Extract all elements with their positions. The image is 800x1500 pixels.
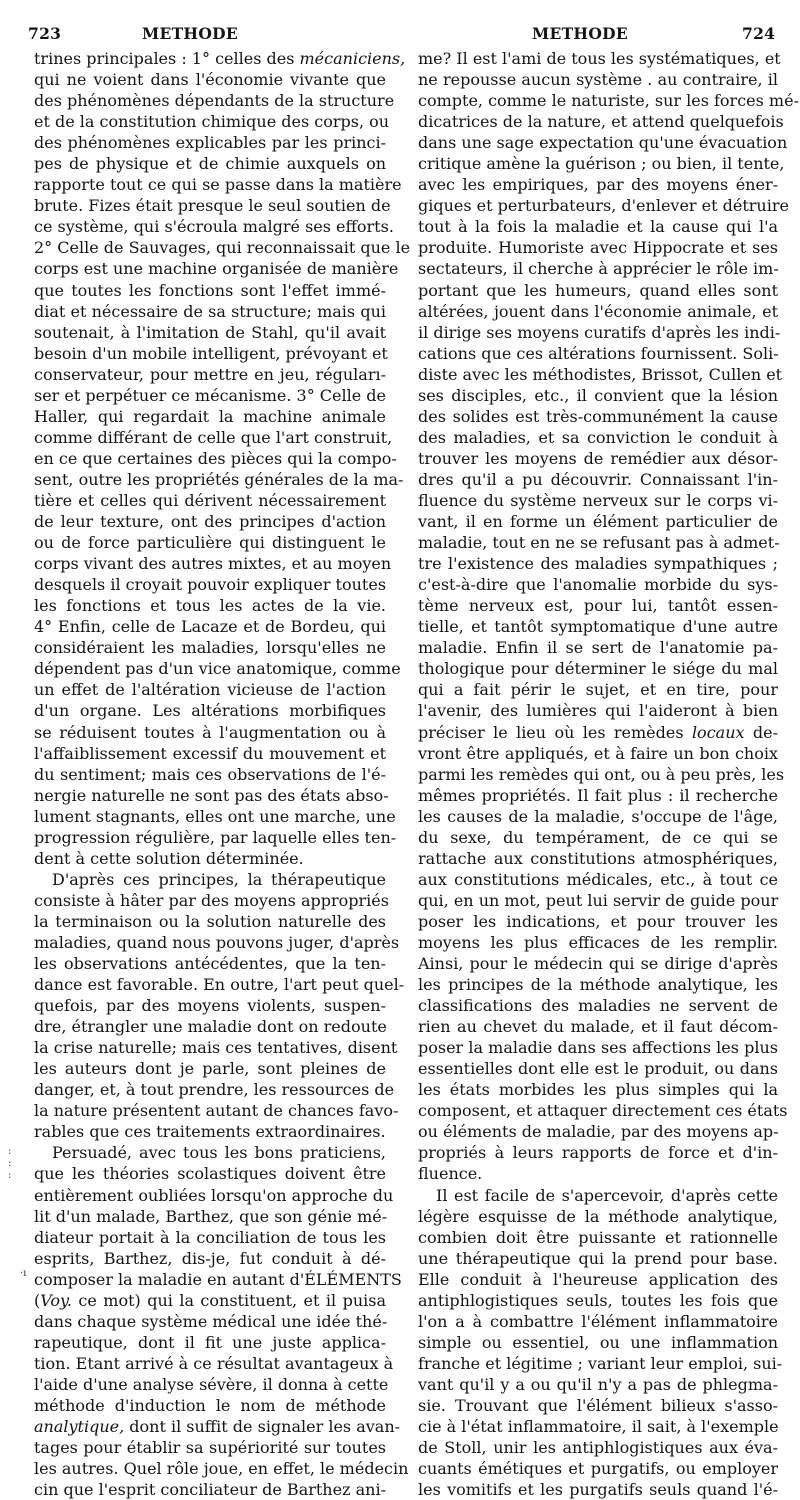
line-text: les observations antécédentes, que la ten- [34, 954, 386, 974]
text-line [34, 953, 386, 974]
line-text: l'affaiblissement excessif du mouvement et [34, 743, 386, 763]
text-line [418, 848, 778, 869]
line-text: trines principales : 1° celles des [34, 49, 300, 68]
line-text: et de la constitution chimique des corps, ou [34, 112, 390, 132]
line-text: que toutes les fonctions sont l'effet immé- [34, 280, 386, 300]
text-line [34, 1248, 386, 1269]
line-text: des phénomènes explicables par les princi- [34, 133, 386, 153]
text-line [418, 1016, 778, 1037]
line-text: les principes de la méthode analytique, les [418, 975, 778, 995]
text-line [418, 132, 788, 153]
text-line [418, 195, 789, 216]
right-running-title: METHODE [532, 24, 629, 43]
text-line [34, 637, 386, 658]
text-line [418, 553, 778, 574]
line-text: thologique pour déterminer le siége du mal [418, 659, 778, 679]
text-line [418, 1185, 778, 1206]
text-line [418, 869, 778, 890]
text-line [418, 511, 778, 532]
line-text: poser les indications, et pour trouver les [418, 911, 778, 931]
line-text: tielle, et tantôt symptomatique d'une autre [418, 617, 778, 637]
text-line [34, 1374, 389, 1395]
line-text: vant qu'il y a ou qu'il n'y a pas de phlegma- [418, 1374, 778, 1394]
line-text: ne repousse aucun système . au contraire, il [418, 70, 778, 90]
text-line [418, 1142, 778, 1163]
line-text: ser et perpétuer ce mécanisme. 3° Celle de [34, 385, 386, 405]
line-text: mêmes propriétés. Il fait plus : il recherche [418, 785, 778, 805]
text-line [418, 595, 778, 616]
text-line [418, 1311, 778, 1332]
text-line [418, 1479, 778, 1500]
line-text: cations que ces altérations fournissent. Soli- [418, 343, 779, 363]
text-line [34, 1016, 386, 1037]
line-text: lument stagnants, elles ont une marche, une [34, 806, 396, 826]
line-text: les fonctions et tous les actes de la vie. [34, 596, 386, 616]
text-line [34, 322, 386, 343]
text-line [34, 153, 386, 174]
text-line [34, 301, 386, 322]
text-line [34, 1311, 386, 1332]
text-line [418, 301, 778, 322]
line-text: sie. Trouvant que l'élément bilieux s'asso- [418, 1396, 778, 1415]
text-line [34, 1058, 386, 1079]
line-text: dance est favorable. En outre, l'art peut quel- [34, 975, 405, 995]
footer-ink-mark: ·ı [20, 1268, 27, 1279]
text-line [34, 932, 400, 953]
line-text: dicatrices de la nature, et attend quelquefois [418, 112, 784, 132]
text-line [34, 1206, 386, 1227]
text-line [34, 974, 405, 995]
text-line [34, 1416, 401, 1437]
line-text: parmi les remèdes qui ont, ou à peu près, les [418, 764, 785, 784]
line-text: Haller, qui regardait la machine animale [34, 406, 386, 426]
line-text: corps vivant des autres mixtes, et au moyen [34, 554, 392, 574]
line-text: des phénomènes dépendants de la structure [34, 91, 395, 111]
line-text: tème nerveux est, pour lui, tantôt essen- [418, 596, 778, 616]
line-text: diateur portait à la conciliation de tous les [34, 1227, 386, 1247]
left-text-column [34, 48, 411, 1500]
text-line [34, 1100, 399, 1121]
text-line [418, 995, 778, 1016]
text-line [418, 532, 778, 553]
text-line [418, 953, 778, 974]
text-line [34, 1353, 394, 1374]
line-text: cuants émétiques et purgatifs, ou employer [418, 1459, 778, 1479]
text-line [418, 1458, 778, 1479]
text-line [34, 722, 386, 743]
text-line [418, 1227, 778, 1248]
right-page-number: 724 [742, 24, 776, 43]
line-text: compte, comme le naturiste, sur les forces mé- [418, 91, 799, 111]
text-line [34, 469, 404, 490]
text-line [34, 1185, 394, 1206]
line-text: avec les empiriques, par des moyens éner- [418, 175, 778, 195]
text-line [34, 132, 386, 153]
text-line [34, 258, 399, 279]
line-text: un effet de l'altération vicieuse de l'action [34, 680, 386, 700]
line-text: tion. Etant arrivé à ce résultat avantageux à [34, 1353, 394, 1373]
line-text: la nature présentent autant de chances favo- [34, 1101, 399, 1121]
text-line [34, 364, 386, 385]
line-text: légère esquisse de la méthode analytique, [418, 1206, 778, 1226]
line-text: D'après ces principes, la thérapeutique [52, 869, 386, 889]
line-text: dres qu'il a pu découvrir. Connaissant l'in- [418, 469, 778, 489]
italic-text: mécaniciens, [299, 49, 406, 68]
text-line [418, 974, 778, 995]
line-text: l'on a à combattre l'élément inflammatoire [418, 1311, 778, 1331]
line-text: 4° Enfin, celle de Lacaze et de Bordeu, qui [34, 617, 386, 637]
line-text: qui ne voient dans l'économie vivante que [34, 70, 386, 90]
line-text: de leur texture, ont des principes d'action [34, 512, 386, 532]
text-line [418, 90, 799, 111]
line-text: me? Il est l'ami de tous les systématiques, et [418, 49, 781, 68]
line-text: essentielles dont elle est le produit, ou dans [418, 1059, 778, 1079]
line-text: tout à la fois la maladie et la cause qui l'a [418, 217, 778, 237]
text-line [418, 153, 785, 174]
line-text: en ce que certaines des pièces qui la compo- [34, 448, 397, 468]
text-line [418, 616, 778, 637]
line-text: maladie. Enfin il se sert de l'anatomie pa- [418, 638, 778, 658]
line-text: antiphlogistiques seuls, toutes les fois que [418, 1290, 778, 1310]
text-line [418, 785, 778, 806]
line-text: maladies, quand nous pouvons juger, d'après [34, 932, 400, 952]
line-text: cin que l'esprit conciliateur de Barthez ani- [34, 1480, 386, 1500]
text-line [34, 511, 386, 532]
left-page-number: 723 [28, 24, 62, 43]
line-text: esprits, Barthez, dis-je, fut conduit à dé- [34, 1248, 386, 1268]
text-line [34, 532, 386, 553]
line-text: ses disciples, etc., il convient que la lésion [418, 385, 778, 405]
line-text: des solides est très-communément la cause [418, 406, 778, 426]
line-text: combien doit être puissante et rationnelle [418, 1227, 778, 1247]
text-line [418, 1395, 778, 1416]
line-text: tre l'existence des maladies sympathiques ; [418, 554, 778, 574]
line-text: trouver les moyens de remédier aux désor- [418, 448, 778, 468]
text-line [418, 1353, 783, 1374]
line-text: composer la maladie en autant d'ÉLÉMENTS [34, 1269, 402, 1289]
text-line [418, 764, 785, 785]
text-line [34, 195, 391, 216]
text-line [418, 890, 778, 911]
text-line [418, 637, 778, 658]
text-line [34, 1142, 386, 1163]
text-line [418, 322, 781, 343]
line-text: les vomitifs et les purgatifs seuls quand l'é- [418, 1480, 778, 1500]
line-text: les causes de la maladie, s'occupe de l'âge, [418, 806, 778, 826]
text-line [418, 1248, 778, 1269]
text-line [418, 806, 778, 827]
line-text: la terminaison ou la solution naturelle des [34, 911, 386, 931]
text-line [34, 890, 389, 911]
page-header [0, 24, 800, 48]
line-text: maladie, tout en ne se refusant pas à admet- [418, 533, 780, 553]
text-line [418, 1290, 778, 1311]
text-line [34, 1437, 386, 1458]
line-text: besoin d'un mobile intelligent, prévoyant et [34, 343, 388, 363]
line-text: Persuadé, avec tous les bons praticiens, [52, 1143, 386, 1163]
line-text: moyens les plus efficaces de les remplir. [418, 932, 778, 952]
line-text: du sexe, du tempérament, de ce qui se [418, 827, 778, 847]
text-line [418, 427, 778, 448]
line-text: qui, en un mot, peut lui servir de guide pour [418, 890, 779, 910]
text-line [418, 827, 778, 848]
text-line [418, 216, 778, 237]
line-text: lit d'un malade, Barthez, que son génie mé- [34, 1206, 388, 1226]
line-text: vront être appliqués, et à faire un bon choix [418, 743, 778, 763]
text-line [34, 280, 386, 301]
text-line [34, 743, 386, 764]
text-line [418, 911, 778, 932]
text-line [418, 174, 778, 195]
line-text: du sentiment; mais ces observations de l'é- [34, 764, 386, 784]
text-line [34, 553, 392, 574]
line-text: quefois, par des moyens violents, suspen- [34, 996, 386, 1016]
line-text: franche et légitime ; variant leur emploi, sui- [418, 1353, 783, 1373]
text-line [34, 1079, 395, 1100]
line-text: préciser le lieu où les remèdes [418, 722, 692, 742]
text-line [34, 995, 386, 1016]
text-line [418, 343, 778, 364]
line-text: dont il suffit de signaler les avan- [124, 1417, 401, 1437]
text-line [34, 48, 406, 69]
text-line [418, 237, 778, 258]
line-text: ce système, qui s'écroula malgré ses efforts. [34, 217, 394, 237]
text-line [418, 700, 778, 721]
line-text: desquels il croyait pouvoir expliquer toutes [34, 575, 387, 595]
text-line [34, 911, 386, 932]
text-line [418, 406, 778, 427]
line-text: consiste à hâter par des moyens appropriés [34, 890, 389, 910]
line-text: dre, étrangler une maladie dont on redoute [34, 1017, 387, 1037]
line-text: fluence. [418, 1164, 483, 1184]
line-text: de- [744, 722, 778, 742]
text-line [34, 111, 390, 132]
text-line [418, 1416, 778, 1437]
italic-text: Voy. [40, 1290, 72, 1310]
line-text: brute. Fizes était presque le seul soutien de [34, 196, 391, 216]
line-text: méthode d'induction le nom de méthode [34, 1396, 386, 1415]
text-line [418, 48, 781, 69]
line-text: dans une sage expectation qu'une évacuation [418, 133, 788, 153]
text-line [34, 90, 395, 111]
line-text: l'avenir, des lumières qui l'aideront à bien [418, 701, 778, 721]
text-line [34, 785, 389, 806]
text-line [34, 216, 394, 237]
text-line [418, 385, 778, 406]
line-text: dans chaque système médical une idée thé- [34, 1311, 388, 1331]
text-line [418, 1121, 778, 1142]
text-line [418, 658, 778, 679]
text-line [418, 258, 778, 279]
text-line [34, 1269, 402, 1290]
text-line [34, 1227, 386, 1248]
text-line [418, 932, 778, 953]
text-line [418, 679, 778, 700]
line-text: portant que les humeurs, quand elles sont [418, 280, 778, 300]
line-text: rapporte tout ce qui se passe dans la matière [34, 175, 402, 195]
line-text: des maladies, et sa conviction le conduit à [418, 427, 778, 447]
line-text: progression régulière, par laquelle elles ten- [34, 827, 397, 847]
text-line [34, 658, 401, 679]
italic-text: locaux [691, 722, 745, 742]
line-text: ( [34, 1290, 41, 1310]
text-line [34, 764, 386, 785]
text-line [34, 1479, 386, 1500]
text-line [34, 806, 396, 827]
line-text: les auteurs dont je parle, sont pleines de [34, 1059, 386, 1079]
line-text: danger, et, à tout prendre, les ressources de [34, 1080, 395, 1100]
right-text-column [418, 48, 799, 1500]
text-line [418, 469, 778, 490]
line-text: qui a fait périr le sujet, et en tire, pour [418, 680, 778, 700]
line-text: poser la maladie dans ses affections les plus [418, 1038, 778, 1058]
line-text: rables que ces traitements extraordinaires. [34, 1122, 386, 1142]
line-text: dent à cette solution déterminée. [34, 848, 304, 868]
text-line [34, 700, 386, 721]
line-text: ou éléments de maladie, par des moyens ap- [418, 1122, 779, 1142]
line-text: ou de force particulière qui distinguent le [34, 533, 386, 553]
line-text: simple ou essentiel, ou une inflammation [418, 1332, 778, 1352]
text-line [418, 1374, 778, 1395]
text-line [34, 616, 386, 637]
line-text: rien au chevet du malade, et il faut décom- [418, 1017, 778, 1037]
text-line [34, 827, 397, 848]
text-line [34, 237, 411, 258]
line-text: que les théories scolastiques doivent être [34, 1164, 386, 1184]
line-text: l'aide d'une analyse sévère, il donna à cette [34, 1374, 389, 1394]
line-text: la crise naturelle; mais ces tentatives, disent [34, 1038, 398, 1058]
line-text: produite. Humoriste avec Hippocrate et ses [418, 238, 778, 258]
text-line [418, 1332, 778, 1353]
italic-text: analytique, [34, 1417, 125, 1437]
text-line [418, 69, 778, 90]
text-line [34, 1037, 398, 1058]
line-text: classifications des maladies ne servent de [418, 996, 778, 1016]
text-line [418, 1163, 778, 1184]
line-text: de Stoll, unir les antiphlogistiques aux éva- [418, 1438, 778, 1458]
margin-ink-marks: : : : [8, 1146, 12, 1181]
line-text: ce mot) qui la constituent, et il puisa [71, 1290, 386, 1310]
left-running-title: METHODE [142, 24, 239, 43]
text-line [34, 1290, 386, 1311]
line-text: nergie naturelle ne sont pas des états abso- [34, 785, 389, 805]
text-line [418, 364, 783, 385]
line-text: se réduisent toutes à l'augmentation ou à [34, 722, 386, 742]
line-text: considéraient les maladies, lorsqu'elles ne [34, 638, 386, 658]
text-line [34, 427, 393, 448]
line-text: une thérapeutique qui la prend pour base. [418, 1248, 778, 1268]
text-line [418, 743, 778, 764]
text-line [34, 1458, 409, 1479]
line-text: d'un organe. Les altérations morbifiques [34, 701, 386, 721]
line-text: soutenait, à l'imitation de Stahl, qu'il avait [34, 322, 386, 342]
text-line [418, 1037, 778, 1058]
text-line [418, 1269, 778, 1290]
line-text: entièrement oubliées lorsqu'on approche du [34, 1185, 394, 1205]
text-line [34, 1121, 386, 1142]
line-text: sent, outre les propriétés générales de la ma- [34, 469, 404, 489]
line-text: propriés à leurs rapports de force et d'in- [418, 1143, 778, 1163]
text-line [34, 343, 386, 364]
line-text: diste avec les méthodistes, Brissot, Cullen et [418, 364, 783, 384]
line-text: tière et celles qui dérivent nécessairement [34, 490, 386, 510]
line-text: rattache aux constitutions atmosphériques, [418, 848, 778, 868]
text-line [418, 574, 778, 595]
text-line [34, 385, 386, 406]
text-line [418, 1079, 778, 1100]
text-line [34, 69, 386, 90]
line-text: les autres. Quel rôle joue, en effet, le médecin [34, 1459, 409, 1479]
line-text: critique amène la guérison ; ou bien, il tente, [418, 154, 785, 174]
text-line [418, 1100, 788, 1121]
text-line [34, 406, 386, 427]
line-text: c'est-à-dire que l'anomalie morbide du sys- [418, 575, 778, 595]
text-line [34, 448, 397, 469]
text-line [34, 1332, 386, 1353]
text-line [418, 1058, 778, 1079]
line-text: cie à l'état inflammatoire, il sait, à l'exemple [418, 1417, 779, 1437]
line-text: rapeutique, dont il fit une juste applica- [34, 1332, 386, 1352]
text-line [418, 448, 778, 469]
line-text: les états morbides les plus simples qui la [418, 1080, 778, 1100]
text-line [418, 280, 778, 301]
text-line [34, 848, 386, 869]
line-text: giques et perturbateurs, d'enlever et détruire [418, 196, 789, 216]
line-text: corps est une machine organisée de manière [34, 259, 399, 279]
text-line [34, 595, 386, 616]
line-text: diat et nécessaire de sa structure; mais qui [34, 301, 386, 321]
line-text: comme différant de celle que l'art construit, [34, 427, 393, 447]
text-line [34, 869, 386, 890]
line-text: il dirige ses moyens curatifs d'après les indi- [418, 322, 781, 342]
text-line [34, 174, 402, 195]
line-text: altérées, jouent dans l'économie animale, et [418, 301, 778, 321]
line-text: aux constitutions médicales, etc., à tout ce [418, 869, 778, 889]
line-text: composent, et attaquer directement ces états [418, 1101, 788, 1121]
line-text: Il est facile de s'apercevoir, d'après cette [436, 1185, 778, 1205]
line-text: fluence du système nerveux sur le corps vi- [418, 490, 778, 510]
text-line [418, 490, 778, 511]
text-line [34, 1395, 386, 1416]
line-text: 2° Celle de Sauvages, qui reconnaissait que le [34, 238, 411, 258]
text-line [418, 722, 778, 743]
text-line [418, 1437, 778, 1458]
text-line [418, 111, 784, 132]
line-text: conservateur, pour mettre en jeu, réguları- [34, 364, 386, 384]
text-line [34, 1163, 386, 1184]
text-line [34, 574, 386, 595]
line-text: Elle conduit à l'heureuse application des [418, 1269, 778, 1289]
line-text: sectateurs, il cherche à apprécier le rôle im- [418, 259, 779, 279]
line-text: Ainsi, pour le médecin qui se dirige d'après [418, 954, 778, 974]
text-line [418, 1206, 778, 1227]
line-text: dépendent pas d'un vice anatomique, comme [34, 659, 401, 679]
line-text: tages pour établir sa supériorité sur toutes [34, 1438, 386, 1458]
text-line [34, 679, 386, 700]
text-line [34, 490, 386, 511]
line-text: pes de physique et de chimie auxquels on [34, 154, 386, 174]
line-text: vant, il en forme un élément particulier de [418, 512, 778, 532]
